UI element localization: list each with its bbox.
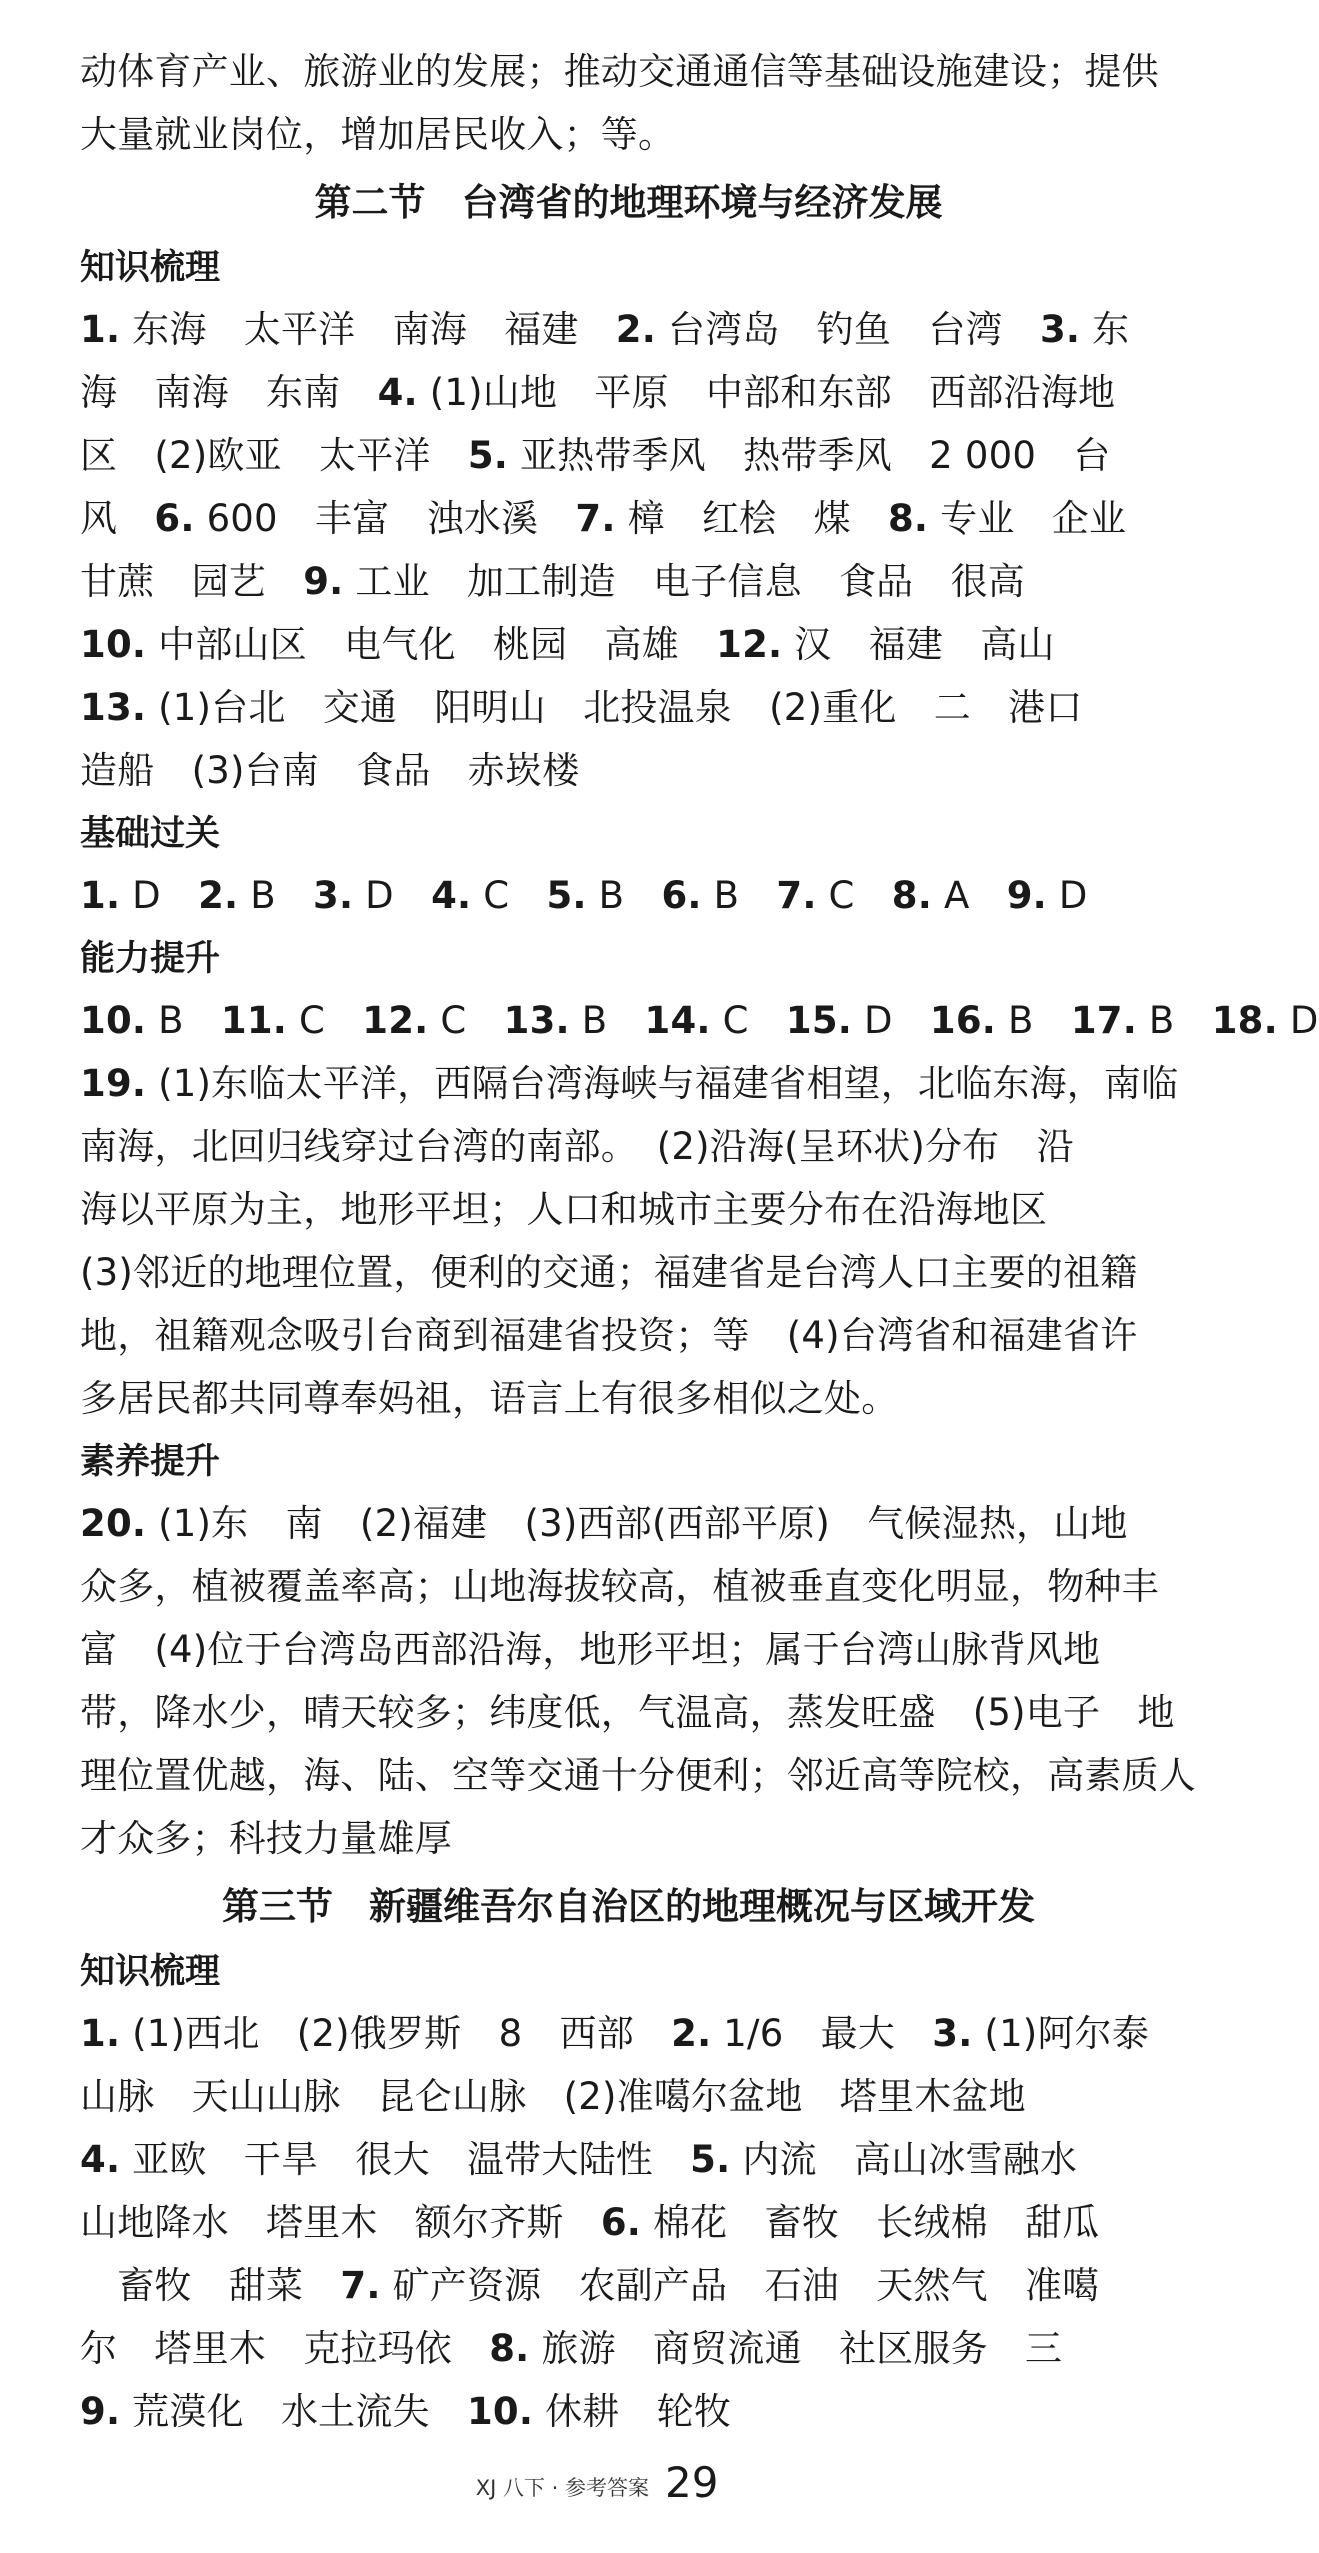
footer-label: XJ 八下 · 参考答案 [475, 2476, 649, 2500]
answer-line: 富 (4)位于台湾岛西部沿海，地形平坦；属于台湾山脉背风地 [80, 1628, 1101, 1671]
answer-line: 1. 东海 太平洋 南海 福建 2. 台湾岛 钓鱼 台湾 3. 东 [80, 308, 1130, 351]
answer-line: 才众多；科技力量雄厚 [80, 1817, 452, 1860]
answer-line: 10. 中部山区 电气化 桃园 高雄 12. 汉 福建 高山 [80, 623, 1055, 666]
answer-line: 1. D 2. B 3. D 4. C 5. B 6. B 7. C 8. A 9. D [80, 874, 1088, 917]
answer-line: 地，祖籍观念吸引台商到福建省投资；等 (4)台湾省和福建省许 [80, 1314, 1138, 1357]
answer-line: 海以平原为主，地形平坦；人口和城市主要分布在沿海地区 [80, 1188, 1048, 1231]
answer-block [80, 1492, 1196, 1870]
subsection-heading: 基础过关 [80, 814, 221, 854]
answer-line: 造船 (3)台南 食品 赤崁楼 [80, 749, 580, 792]
text-line: 大量就业岗位，增加居民收入；等。 [80, 113, 676, 156]
answer-line: 20. (1)东 南 (2)福建 (3)西部(西部平原) 气候湿热，山地 [80, 1502, 1128, 1545]
answer-block [80, 2002, 1177, 2443]
section-title-text: 台湾省的地理环境与经济发展 [461, 181, 943, 224]
answer-line: (3)邻近的地理位置，便利的交通；福建省是台湾人口主要的祖籍 [80, 1251, 1138, 1294]
intro-block [80, 40, 1177, 166]
text-line: 动体育产业、旅游业的发展；推动交通通信等基础设施建设；提供 [80, 50, 1159, 93]
answer-line: 畜牧 甜菜 7. 矿产资源 农副产品 石油 天然气 准噶 [80, 2264, 1100, 2307]
answer-block [80, 298, 1177, 802]
section-number: 第三节 [222, 1885, 333, 1928]
subsection-heading: 能力提升 [80, 939, 221, 979]
answer-line: 山地降水 塔里木 额尔齐斯 6. 棉花 畜牧 长绒棉 甜瓜 [80, 2201, 1100, 2244]
answer-line: 理位置优越，海、陆、空等交通十分便利；邻近高等院校，高素质人 [80, 1754, 1196, 1797]
section-title [80, 170, 1177, 236]
answer-line: 山脉 天山山脉 昆仑山脉 (2)准噶尔盆地 塔里木盆地 [80, 2075, 1026, 2118]
answer-line: 甘蔗 园艺 9. 工业 加工制造 电子信息 食品 很高 [80, 560, 1025, 603]
subsection-heading: 知识梳理 [80, 248, 221, 288]
answer-line: 风 6. 600 丰富 浊水溪 7. 樟 红桧 煤 8. 专业 企业 [80, 497, 1127, 540]
section-number: 第二节 [314, 181, 426, 224]
answer-line: 区 (2)欧亚 太平洋 5. 亚热带季风 热带季风 2 000 台 [80, 434, 1111, 477]
answer-line: 19. (1)东临太平洋，西隔台湾海峡与福建省相望，北临东海，南临 [80, 1062, 1179, 1105]
subsection-heading: 素养提升 [80, 1442, 221, 1482]
answer-block [80, 864, 1177, 927]
answer-line: 1. (1)西北 (2)俄罗斯 8 西部 2. 1/6 最大 3. (1)阿尔泰 [80, 2012, 1150, 2055]
answer-line: 南海，北回归线穿过台湾的南部。 (2)沿海(呈环状)分布 沿 [80, 1125, 1074, 1168]
answer-line: 4. 亚欧 干旱 很大 温带大陆性 5. 内流 高山冰雪融水 [80, 2138, 1078, 2181]
answer-line: 13. (1)台北 交通 阳明山 北投温泉 (2)重化 二 港口 [80, 686, 1083, 729]
answer-line: 多居民都共同尊奉妈祖，语言上有很多相似之处。 [80, 1377, 899, 1420]
section-title-text: 新疆维吾尔自治区的地理概况与区域开发 [369, 1885, 1035, 1928]
subsection-heading: 知识梳理 [80, 1952, 221, 1992]
answer-line: 带，降水少，晴天较多；纬度低，气温高，蒸发旺盛 (5)电子 地 [80, 1691, 1175, 1734]
page-number: 29 [665, 2458, 719, 2507]
answer-line: 众多，植被覆盖率高；山地海拔较高，植被垂直变化明显，物种丰 [80, 1565, 1159, 1608]
answer-line: 尔 塔里木 克拉玛依 8. 旅游 商贸流通 社区服务 三 [80, 2327, 1063, 2370]
answer-block [80, 989, 1319, 1430]
section-title [80, 1874, 1177, 1940]
answer-line: 10. B 11. C 12. C 13. B 14. C 15. D 16. B 17. B 18. D [80, 999, 1319, 1042]
answer-line: 海 南海 东南 4. (1)山地 平原 中部和东部 西部沿海地 [80, 371, 1116, 414]
answer-line: 9. 荒漠化 水土流失 10. 休耕 轮牧 [80, 2390, 732, 2433]
